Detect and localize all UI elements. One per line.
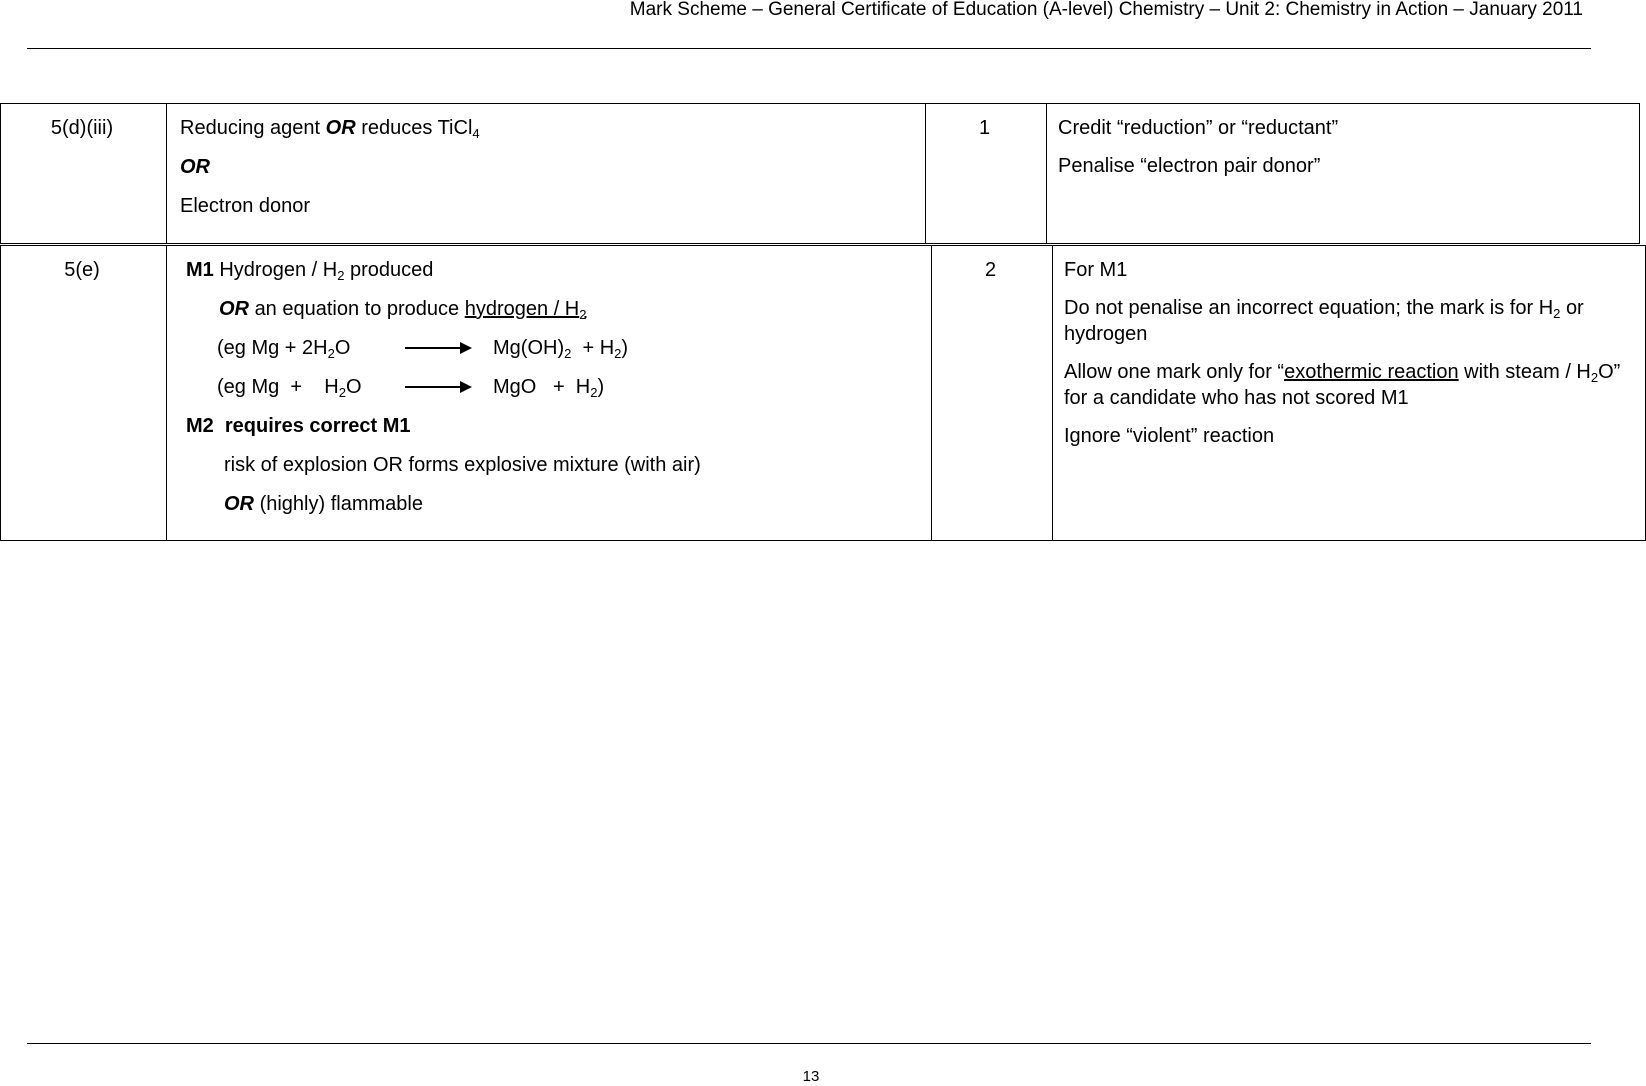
marks-value: 1 [978,117,991,139]
equation-1: (eg $Mg + 2H_2O$ $Mg(OH)_2 + H_2$) [217,337,629,361]
answer-line-m1: M1 Hydrogen / $H_2$ produced [186,259,434,283]
answer-line: Electron donor [180,195,311,217]
equation-2: (eg Mg + $H_2O$ MgO + $H_2$) [217,376,605,400]
reaction-arrow-icon [405,386,470,388]
page-header: Mark Scheme – General Certificate of Education (A-level) Chemistry – Unit 2: Chemistry in Action – January 2011 [629,0,1583,20]
marks-cell [926,104,1047,244]
answer-line-m2: M2 requires correct M1 [186,415,411,437]
question-number: 5(e) [64,259,100,281]
answer-line: OR (highly) flammable [224,493,423,515]
question-number: 5(d)(iii) [50,117,114,139]
reaction-arrow-icon [405,347,470,349]
guidance-line: Do not penalise an incorrect equation; the mark is for $H_2$ or hydrogen [1064,297,1584,345]
guidance-cell [1047,104,1640,244]
header-rule [27,48,1591,49]
answer-line: OR [180,156,210,178]
answer-cell [167,104,926,244]
guidance-line: Credit “reduction” or “reductant” [1058,117,1339,139]
answer-cell [167,246,932,541]
guidance-cell [1053,246,1646,541]
table-row [1,104,1640,244]
marks-cell [932,246,1053,541]
question-number-cell [1,246,167,541]
question-number-cell [1,104,167,244]
marks-value: 2 [984,259,997,281]
answer-line: risk of explosion OR forms explosive mixture (with air) [224,454,701,476]
guidance-line: Ignore “violent” reaction [1064,425,1275,447]
guidance-line: For M1 [1064,259,1128,281]
answer-line-or-equation: OR an equation to produce hydrogen / $H_2$ [219,298,587,322]
answer-line: Reducing agent OR reduces TiCl$_4$ [180,117,480,141]
mark-scheme-table-5e [0,245,1646,541]
guidance-line: Allow one mark only for “exothermic reaction with steam / $H_2O$” for a candidate who has not scored M1 [1064,361,1632,409]
table-row [1,246,1646,541]
guidance-line: Penalise “electron pair donor” [1058,155,1321,177]
footer-rule [27,1043,1591,1044]
mark-scheme-table-5d-iii [0,103,1640,244]
page-number: 13 [802,1068,820,1085]
